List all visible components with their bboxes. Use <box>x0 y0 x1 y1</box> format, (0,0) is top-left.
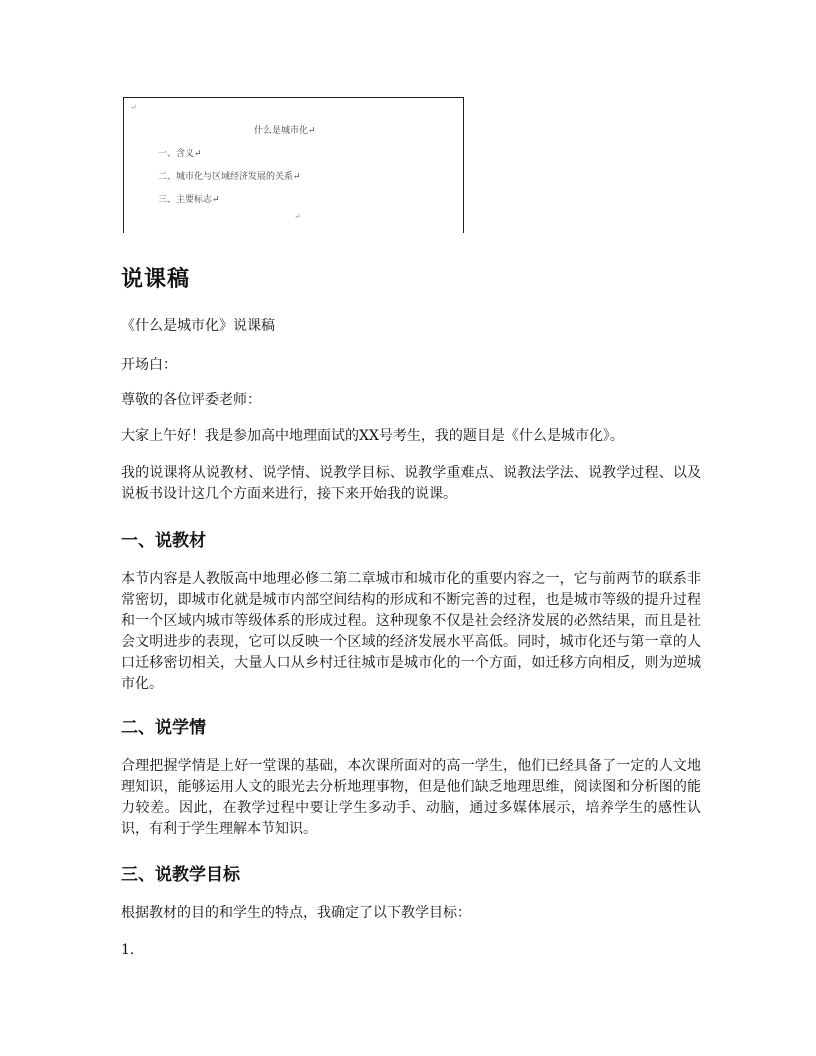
section-heading-textbook: 一、说教材 <box>121 531 206 551</box>
page-title: 说课稿 <box>121 267 191 292</box>
opening-label: 开场白： <box>121 357 177 373</box>
section-body-textbook: 本节内容是人教版高中地理必修二第二章城市和城市化的重要内容之一，它与前两节的联系非常密切，即城市化就是城市内部空间结构的形成和不断完善的过程，也是城市等级的提升过程和一个区域内城市等级体系的形成过程。这种现象不仅是社会经济发展的必然结果，而且是社会文明进步的表现，它可以反映一个区域的经济发展水平高低。同时，城市化还与第一章的人口迁移密切相关，大量人口从乡村迁往城市是城市化的一个方面，如迁移方向相反，则为逆城市化。 <box>121 571 701 692</box>
blackboard-design-image <box>123 97 464 233</box>
intro-paragraph: 大家上午好！我是参加高中地理面试的XX号考生，我的题目是《什么是城市化》。 <box>121 428 624 444</box>
section-heading-objectives: 三、说教学目标 <box>121 865 240 885</box>
section-body-objectives: 根据教材的目的和学生的特点，我确定了以下教学目标： <box>121 905 471 921</box>
paragraph-mark: ↵ <box>130 103 137 112</box>
section-body-students: 合理把握学情是上好一堂课的基础，本次课所面对的高一学生，他们已经具备了一定的人文地理知识，能够运用人文的眼光去分析地理事物，但是他们缺乏地理思维，阅读图和分析图的能力较差。因此，在教学过程中要让学生多动手、动脑，通过多媒体展示，培养学生的感性认识，有利于学生理解本节知识。 <box>121 758 701 837</box>
paragraph-mark: ↵ <box>294 212 301 221</box>
board-item-1: 一、含义↵ <box>158 149 202 159</box>
board-item-2: 二、城市化与区域经济发展的关系↵ <box>158 172 301 182</box>
subtitle: 《什么是城市化》说课稿 <box>121 318 275 334</box>
list-item-number: 1. <box>121 942 135 958</box>
board-title: 什么是城市化↵ <box>254 126 316 136</box>
section-heading-students: 二、说学情 <box>121 718 206 738</box>
overview-paragraph: 我的说课将从说教材、说学情、说教学目标、说教学重难点、说教法学法、说教学过程、以及说板书设计这几个方面来进行，接下来开始我的说课。 <box>121 465 701 502</box>
greeting: 尊敬的各位评委老师： <box>121 392 261 408</box>
board-item-3: 三、主要标志↵ <box>158 195 220 205</box>
